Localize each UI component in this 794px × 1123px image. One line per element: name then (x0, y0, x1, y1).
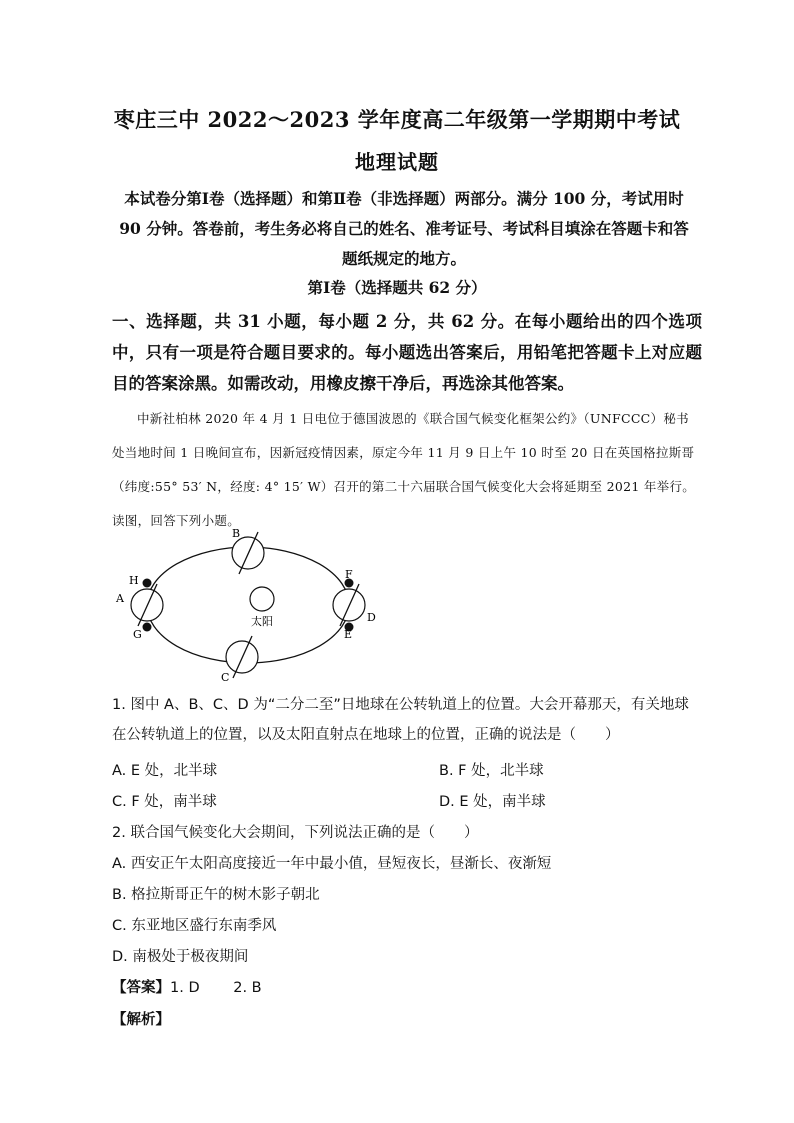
section-heading: 一、选择题，共 31 小题，每小题 2 分，共 62 分。在每小题给出的四个选项中，只有一项是符合题目要求的。每小题选出答案后，用铅笔把答题卡上对应题目的答案涂黑。如需改动，用橡皮擦干净后，再选涂其他答案。 (112, 312, 702, 393)
question-2-option-a: A. 西安正午太阳高度接近一年中最小值，昼短夜长，昼渐长、夜渐短 (112, 856, 552, 872)
answer-label: 【答案】 (112, 980, 170, 996)
question-1-option-d: D. E 处，南半球 (439, 794, 546, 810)
label-e: E (344, 628, 353, 641)
question-2-option-d: D. 南极处于极夜期间 (112, 949, 249, 965)
answer-text: 1. D 2. B (170, 980, 262, 996)
point-h (143, 579, 152, 588)
exam-title: 枣庄三中 2022～2023 学年度高二年级第一学期期中考试 (113, 107, 681, 132)
question-2-stem: 2. 联合国气候变化大会期间，下列说法正确的是（ ） (112, 825, 479, 841)
exam-instructions: 本试卷分第Ⅰ卷（选择题）和第Ⅱ卷（非选择题）两部分。满分 100 分，考试用时 90 分钟。答卷前，考生务必将自己的姓名、准考证号、考试科目填涂在答题卡和答题纸规定的地方。 (119, 189, 689, 268)
sun-circle (250, 587, 274, 611)
label-g: G (133, 628, 142, 641)
exam-subtitle: 地理试题 (355, 150, 439, 174)
question-1-option-c: C. F 处，南半球 (112, 794, 217, 810)
reading-passage: 中新社柏林 2020 年 4 月 1 日电位于德国波恩的《联合国气候变化框架公约》（UNFCCC）秘书处当地时间 1 日晚间宣布，因新冠疫情因素，原定今年 11 月 9 日上午 10 时至 20 日在英国格拉斯哥（纬度:55° 53′ N，经度: 4° 15′ W）召开的第二十六届联合国气候变化大会将延期至 2021 年举行。读图，回答下列小题。 (112, 411, 696, 528)
question-2-option-c: C. 东亚地区盛行东南季风 (112, 918, 277, 934)
question-1-stem: 1. 图中 A、B、C、D 为“二分二至”日地球在公转轨道上的位置。大会开幕那天，有关地球在公转轨道上的位置，以及太阳直射点在地球上的位置，正确的说法是（ ） (112, 697, 689, 743)
label-c: C (221, 671, 230, 684)
label-f: F (345, 568, 353, 581)
volume-title: 第Ⅰ卷（选择题共 62 分） (307, 278, 487, 297)
question-2-option-b: B. 格拉斯哥正午的树木影子朝北 (112, 887, 320, 903)
sun-label: 太阳 (251, 615, 273, 628)
label-d: D (367, 611, 376, 624)
question-1-option-b: B. F 处，北半球 (439, 763, 544, 779)
label-h: H (129, 574, 139, 587)
point-g (143, 623, 152, 632)
analysis-label: 【解析】 (112, 1012, 170, 1028)
label-b: B (232, 527, 241, 540)
label-a: A (116, 592, 124, 605)
question-1-option-a: A. E 处，北半球 (112, 763, 218, 779)
answer-line (112, 976, 262, 997)
